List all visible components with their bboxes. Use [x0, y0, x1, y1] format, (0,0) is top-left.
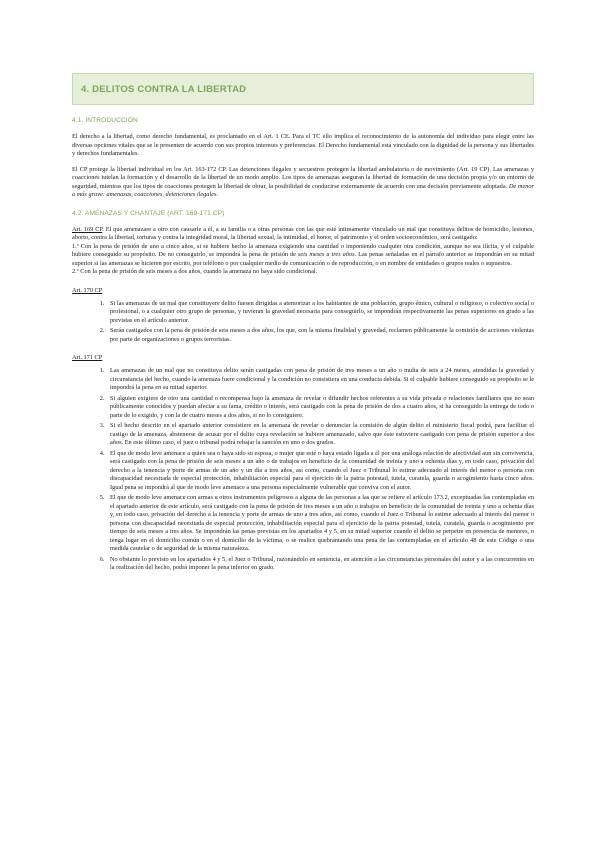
- art170-list: [72, 300, 534, 345]
- document-page: [72, 73, 534, 575]
- art171-reference: Art. 171 CP: [72, 354, 103, 361]
- chapter-title: 4. DELITOS CONTRA LA LIBERTAD: [81, 83, 247, 95]
- art169-point-1-rest: . Las penas señaladas en el párrafo anterior se impondrán en su mitad superior si las amenazas se hicieren por escrito, por teléfono o por cualquier medio de comunicación o de reproducción, o en nombre de entidades o grupos reales o supuestos.: [72, 251, 534, 267]
- section-title-introduccion: 4.1. INTRODUCCIÓN: [72, 117, 138, 124]
- paragraph-intro-2: [72, 166, 534, 200]
- art169-point-1: [72, 243, 534, 269]
- chapter-heading-box: [72, 73, 534, 105]
- art169-point-1-penalty: seis meses a tres años: [297, 251, 355, 258]
- paragraph-intro-2-summary: De menor a más grave: amenazas, coacciones, detenciones ilegales.: [72, 182, 534, 198]
- art171-item-3: 3. Si el hecho descrito en el apartado anterior consistiere en la amenaza de revelar o denunciar la comisión de algún delito el ministerio fiscal podrá, para facilitar el castigo de la amenaza, abstenerse de acusar por el delito cuya revelación se hubiere amenazado, salvo que éste estuviere castigado con pena de prisión superior a dos años. En este último caso, el juez o tribunal podrá rebajar la sanción en uno o dos grados.: [106, 422, 534, 448]
- section-title-amenazas: 4.2. AMENAZAS Y CHANTAJE (ART. 169-171 CP): [72, 209, 225, 217]
- paragraph-intro-2-main: El CP protege la libertad individual en los Art. 163-172 CP. Las detenciones ilegales y secuestros protegen la libertad ambulatoria o de movimiento (Art. 19 CP). Las amenazas y coacciones tutelan la formación y el desarrollo de la libertad de un modo amplio. Los tipos de amenazas aseguran la libertad de formación de una decisión propia y/o un entorno de seguridad, mientras que los tipos de coacciones protegen la libertad de obrar, la posibilidad de conducirse externamente de acuerdo con una decisión previamente adoptada.: [72, 165, 534, 190]
- art171-item-5: 5. El que de modo leve amenace con armas u otros instrumentos peligrosos a alguna de las personas a las que se refiere el artículo 173.2, exceptuadas las contempladas en el apartado anterior de este artículo, será castigado con la pena de prisión de tres meses a un año o trabajos en beneficio de la comunidad de treinta y uno a ochenta días y, en todo caso, privación del derecho a la tenencia y porte de armas de uno a tres años, así como, cuando el Juez o Tribunal lo estime adecuado al interés del menor o persona con discapacidad necesitada de especial protección, inhabilitación especial para el ejercicio de la patria potestad, tutela, curatela, guarda o acogimiento por tiempo de seis meses a tres años. Se impondrán las penas previstas en los apartados 4 y 5, en su mitad superior cuando el delito se perpetre en presencia de menores, o tenga lugar en el domicilio común o en el domicilio de la víctima, o se realice quebrantando una pena de las contempladas en el artículo 48 de este Código o una medida cautelar o de seguridad de la misma naturaleza.: [106, 494, 534, 554]
- art170-item-1: 1. Si las amenazas de un mal que constituyere delito fuesen dirigidas a atemorizar a los habitantes de una población, grupo étnico, cultural o religioso, o colectivo social o profesional, o a cualquier otro grupo de personas, y tuvieran la gravedad necesaria para conseguirlo, se impondrán respectivamente las penas superiores en grado a las previstas en el artículo anterior.: [106, 300, 534, 326]
- art171-item-1: 1. Las amenazas de un mal que no constituya delito serán castigadas con pena de prisión de tres meses a un año o multa de seis a 24 meses, atendidas la gravedad y circunstancia del hecho, cuando la amenaza fuere condicional y la condición no consistiera en una conducta debida. Si el culpable hubiere conseguido su propósito se le impondrá la pena en su mitad superior.: [106, 367, 534, 393]
- art169-text: . El que amenazare a otro con causarle a él, a su familia o a otras personas con las que esté íntimamente vinculado un mal que constituya delitos de homicidio, lesiones, aborto, contra la libertad, torturas y contra la integridad moral, la libertad sexual, la intimidad, el honor, el patrimonio y el orden socioeconómico, será castigado:: [72, 225, 534, 241]
- art171-list: [72, 367, 534, 573]
- art170-item-2: 2. Serán castigados con la pena de prisión de seis meses a dos años, los que, con la misma finalidad y gravedad, reclamen públicamente la comisión de acciones violentas por parte de organizaciones o grupos terroristas.: [106, 327, 534, 344]
- paragraph-intro-1: El derecho a la libertad, como derecho fundamental, es proclamado en el Art. 1 CE. Para el TC ello implica el reconocimiento de la autonomía del individuo para elegir entre las diversas opciones vitales que se le presenten de acuerdo con sus propios intereses y preferencias. El Derecho fundamental está vinculado con la dignidad de la persona y sus libertades y derechos fundamentales.: [72, 133, 534, 157]
- art171-item-4: 4. El que de modo leve amenace a quien sea o haya sido su esposa, o mujer que esté o haya estado ligada a él por una análoga relación de afectividad aun sin convivencia, será castigado con la pena de prisión de seis meses a un año o de trabajos en beneficio de la comunidad de treinta y uno a ochenta días y, en todo caso, privación del derecho a la tenencia y porte de armas de un año y un día a tres años, así como, cuando el Juez o Tribunal lo estime adecuado al interés del menor o persona con discapacidad necesitada de especial protección, inhabilitación especial para el ejercicio de la patria potestad, tutela, curatela, guarda o acogimiento hasta cinco años. Igual pena se impondrá al que de modo leve amenace a una persona especialmente vulnerable que conviva con el autor.: [106, 450, 534, 493]
- art171-item-2: 2. Si alguien exigiere de otro una cantidad o recompensa bajo la amenaza de revelar o difundir hechos referentes a su vida privada o relaciones familiares que no sean públicamente conocidos y puedan afectar a su fama, crédito o interés, será castigado con la pena de prisión de dos a cuatro años, si ha conseguido la entrega de todo o parte de lo exigido, y con la de cuatro meses a dos años, si no lo consiguiere.: [106, 395, 534, 421]
- art171-item-6: 6. No obstante lo previsto en los apartados 4 y 5, el Juez o Tribunal, razonándolo en sentencia, en atención a las circunstancias personales del autor y a las concurrentes en la realización del hecho, podrá imponer la pena inferior en grado.: [106, 556, 534, 573]
- art169-reference: Art. 169 CP: [72, 225, 103, 233]
- art169-point-1-text: 1.º Con la pena de prisión de uno a cinco años, si se hubiere hecho la amenaza exigiendo una cantidad o imponiendo cualquier otra condición, aunque no sea ilícita, y el culpable hubiere conseguido su propósito. De no conseguirlo, se impondrá la pena de prisión de: [72, 242, 534, 258]
- art170-reference: Art. 170 CP: [72, 286, 103, 294]
- art169-paragraph: [72, 226, 534, 243]
- art170-heading: [72, 287, 534, 294]
- art169-point-2: 2.º Con la pena de prisión de seis meses a dos años, cuando la amenaza no haya sido condicional.: [72, 268, 318, 275]
- art171-heading: [72, 354, 534, 361]
